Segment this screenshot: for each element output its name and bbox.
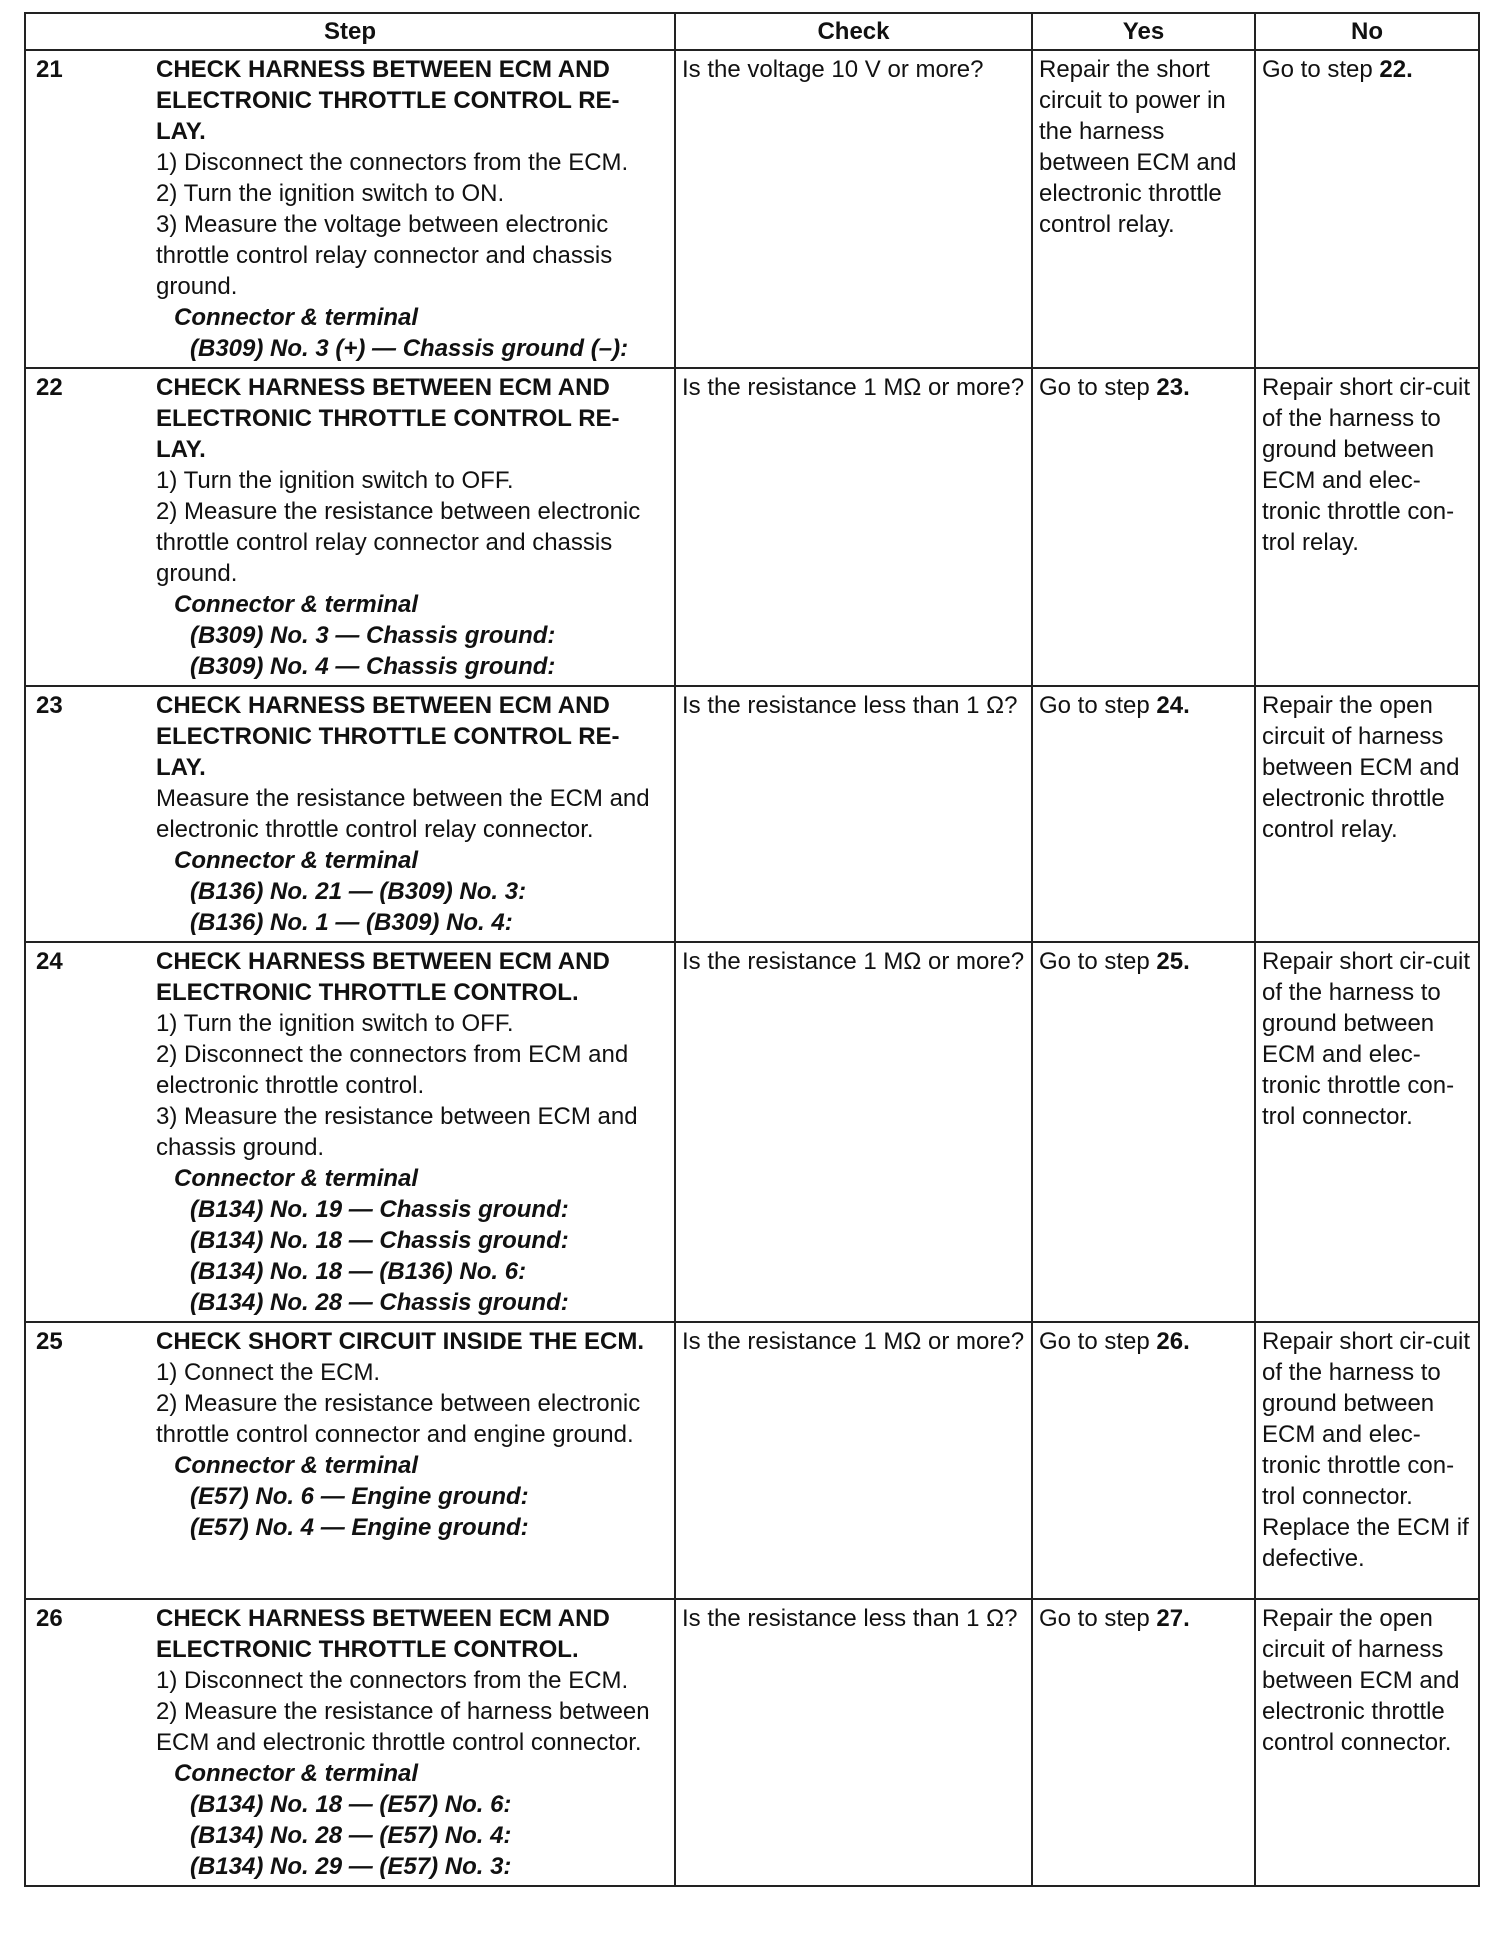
step-cell — [25, 50, 675, 368]
step-instruction: 2) Measure the resistance between electronic throttle control connector and engine ground. — [156, 1390, 641, 1448]
step-number: 23 — [36, 692, 63, 719]
no-action: Go to step — [1262, 56, 1373, 83]
step-instruction: 1) Turn the ignition switch to OFF. — [156, 467, 514, 494]
no-cell — [1255, 1322, 1479, 1599]
check-question: Is the resistance less than 1 Ω? — [682, 1605, 1018, 1632]
step-cell — [25, 942, 675, 1322]
step-number: 22 — [36, 374, 63, 401]
check-cell — [675, 1322, 1032, 1599]
step-wrap — [32, 946, 669, 1318]
step-wrap — [32, 1603, 669, 1882]
terminal-spec: (B136) No. 1 — (B309) No. 4: — [190, 909, 513, 936]
yes-cell — [1032, 368, 1255, 686]
step-content — [156, 1326, 669, 1543]
step-instruction: 2) Disconnect the connectors from ECM and electronic throttle control. — [156, 1041, 629, 1099]
step-title: CHECK HARNESS BETWEEN ECM AND ELECTRONIC THROTTLE CONTROL RE-LAY. — [156, 374, 620, 463]
step-instruction: 3) Measure the voltage between electronic throttle control relay connector and chassis ground. — [156, 211, 613, 300]
step-instruction: 1) Turn the ignition switch to OFF. — [156, 1010, 514, 1037]
no-cell — [1255, 686, 1479, 942]
step-instruction: 2) Measure the resistance between electronic throttle control relay connector and chassis ground. — [156, 498, 641, 587]
terminal-spec: (B134) No. 28 — Chassis ground: — [190, 1289, 569, 1316]
step-wrap — [32, 1326, 669, 1543]
yes-cell — [1032, 1599, 1255, 1886]
step-number: 24 — [36, 948, 63, 975]
table-row — [25, 1322, 1479, 1599]
no-action: Repair the open circuit of harness between ECM and electronic throttle control relay. — [1262, 692, 1460, 843]
header-step: Step — [25, 13, 675, 50]
yes-step-ref: 23. — [1156, 374, 1190, 401]
step-instruction: 2) Measure the resistance of harness between ECM and electronic throttle control connector. — [156, 1698, 650, 1756]
step-title: CHECK HARNESS BETWEEN ECM AND ELECTRONIC THROTTLE CONTROL RE-LAY. — [156, 56, 620, 145]
no-action: Repair the open circuit of harness between ECM and electronic throttle control connector. — [1262, 1605, 1460, 1756]
step-cell — [25, 368, 675, 686]
terminal-spec: (E57) No. 6 — Engine ground: — [190, 1483, 529, 1510]
connector-terminal-label: Connector & terminal — [174, 1165, 419, 1192]
table-row — [25, 686, 1479, 942]
check-cell — [675, 942, 1032, 1322]
step-instruction: 1) Disconnect the connectors from the ECM. — [156, 149, 629, 176]
step-number: 26 — [36, 1605, 63, 1632]
step-instruction: 2) Turn the ignition switch to ON. — [156, 180, 505, 207]
terminal-spec: (B134) No. 18 — Chassis ground: — [190, 1227, 569, 1254]
no-action: Repair short cir-cuit of the harness to ground between ECM and elec-tronic throttle con-trol relay. — [1262, 374, 1471, 556]
terminal-spec: (B136) No. 21 — (B309) No. 3: — [190, 878, 527, 905]
check-question: Is the resistance 1 MΩ or more? — [682, 948, 1025, 975]
header-yes: Yes — [1032, 13, 1255, 50]
no-step-ref: 22. — [1379, 56, 1413, 83]
connector-terminal-label: Connector & terminal — [174, 1452, 419, 1479]
table-row — [25, 50, 1479, 368]
step-number: 25 — [36, 1328, 63, 1355]
terminal-spec: (B309) No. 3 — Chassis ground: — [190, 622, 556, 649]
step-instruction: 1) Disconnect the connectors from the ECM. — [156, 1667, 629, 1694]
terminal-spec: (B134) No. 29 — (E57) No. 3: — [190, 1853, 512, 1880]
check-cell — [675, 1599, 1032, 1886]
step-content — [156, 946, 669, 1318]
yes-action: Repair the short circuit to power in the harness between ECM and electronic throttle control relay. — [1039, 56, 1237, 238]
yes-step-ref: 24. — [1156, 692, 1190, 719]
yes-action: Go to step — [1039, 1328, 1150, 1355]
yes-step-ref: 26. — [1156, 1328, 1190, 1355]
check-question: Is the resistance less than 1 Ω? — [682, 692, 1018, 719]
terminal-spec: (B134) No. 19 — Chassis ground: — [190, 1196, 569, 1223]
terminal-spec: (B309) No. 4 — Chassis ground: — [190, 653, 556, 680]
yes-cell — [1032, 942, 1255, 1322]
check-cell — [675, 50, 1032, 368]
check-question: Is the voltage 10 V or more? — [682, 56, 984, 83]
yes-step-ref: 27. — [1156, 1605, 1190, 1632]
connector-terminal-label: Connector & terminal — [174, 591, 419, 618]
yes-action: Go to step — [1039, 374, 1150, 401]
no-cell — [1255, 50, 1479, 368]
step-wrap — [32, 690, 669, 938]
step-content — [156, 372, 669, 682]
no-action: Repair short cir-cuit of the harness to ground between ECM and elec-tronic throttle con-trol connector. — [1262, 948, 1471, 1130]
step-title: CHECK HARNESS BETWEEN ECM AND ELECTRONIC THROTTLE CONTROL. — [156, 1605, 610, 1663]
step-cell — [25, 1322, 675, 1599]
yes-action: Go to step — [1039, 692, 1150, 719]
step-title: CHECK HARNESS BETWEEN ECM AND ELECTRONIC THROTTLE CONTROL RE-LAY. — [156, 692, 620, 781]
yes-cell — [1032, 50, 1255, 368]
diagnostic-table — [24, 12, 1480, 1887]
step-content — [156, 1603, 669, 1882]
step-title: CHECK HARNESS BETWEEN ECM AND ELECTRONIC THROTTLE CONTROL. — [156, 948, 610, 1006]
step-content — [156, 54, 669, 364]
table-row — [25, 942, 1479, 1322]
no-action: Repair short cir-cuit of the harness to ground between ECM and elec-tronic throttle con-trol connector. Replace the ECM if defective. — [1262, 1328, 1471, 1572]
terminal-spec: (E57) No. 4 — Engine ground: — [190, 1514, 529, 1541]
terminal-spec: (B134) No. 18 — (B136) No. 6: — [190, 1258, 527, 1285]
step-instruction: Measure the resistance between the ECM and electronic throttle control relay connector. — [156, 785, 650, 843]
header-row — [25, 13, 1479, 50]
no-cell — [1255, 368, 1479, 686]
step-content — [156, 690, 669, 938]
check-cell — [675, 686, 1032, 942]
table-row — [25, 368, 1479, 686]
header-check: Check — [675, 13, 1032, 50]
header-no: No — [1255, 13, 1479, 50]
terminal-spec: (B309) No. 3 (+) — Chassis ground (–): — [190, 335, 629, 362]
step-wrap — [32, 54, 669, 364]
yes-action: Go to step — [1039, 1605, 1150, 1632]
yes-step-ref: 25. — [1156, 948, 1190, 975]
check-question: Is the resistance 1 MΩ or more? — [682, 374, 1025, 401]
connector-terminal-label: Connector & terminal — [174, 304, 419, 331]
connector-terminal-label: Connector & terminal — [174, 1760, 419, 1787]
step-instruction: 3) Measure the resistance between ECM and chassis ground. — [156, 1103, 638, 1161]
yes-cell — [1032, 1322, 1255, 1599]
step-instruction: 1) Connect the ECM. — [156, 1359, 381, 1386]
step-number: 21 — [36, 56, 63, 83]
yes-action: Go to step — [1039, 948, 1150, 975]
connector-terminal-label: Connector & terminal — [174, 847, 419, 874]
terminal-spec: (B134) No. 18 — (E57) No. 6: — [190, 1791, 512, 1818]
step-cell — [25, 1599, 675, 1886]
step-wrap — [32, 372, 669, 682]
check-question: Is the resistance 1 MΩ or more? — [682, 1328, 1025, 1355]
check-cell — [675, 368, 1032, 686]
table-row — [25, 1599, 1479, 1886]
no-cell — [1255, 942, 1479, 1322]
step-cell — [25, 686, 675, 942]
step-title: CHECK SHORT CIRCUIT INSIDE THE ECM. — [156, 1328, 645, 1355]
yes-cell — [1032, 686, 1255, 942]
terminal-spec: (B134) No. 28 — (E57) No. 4: — [190, 1822, 512, 1849]
no-cell — [1255, 1599, 1479, 1886]
